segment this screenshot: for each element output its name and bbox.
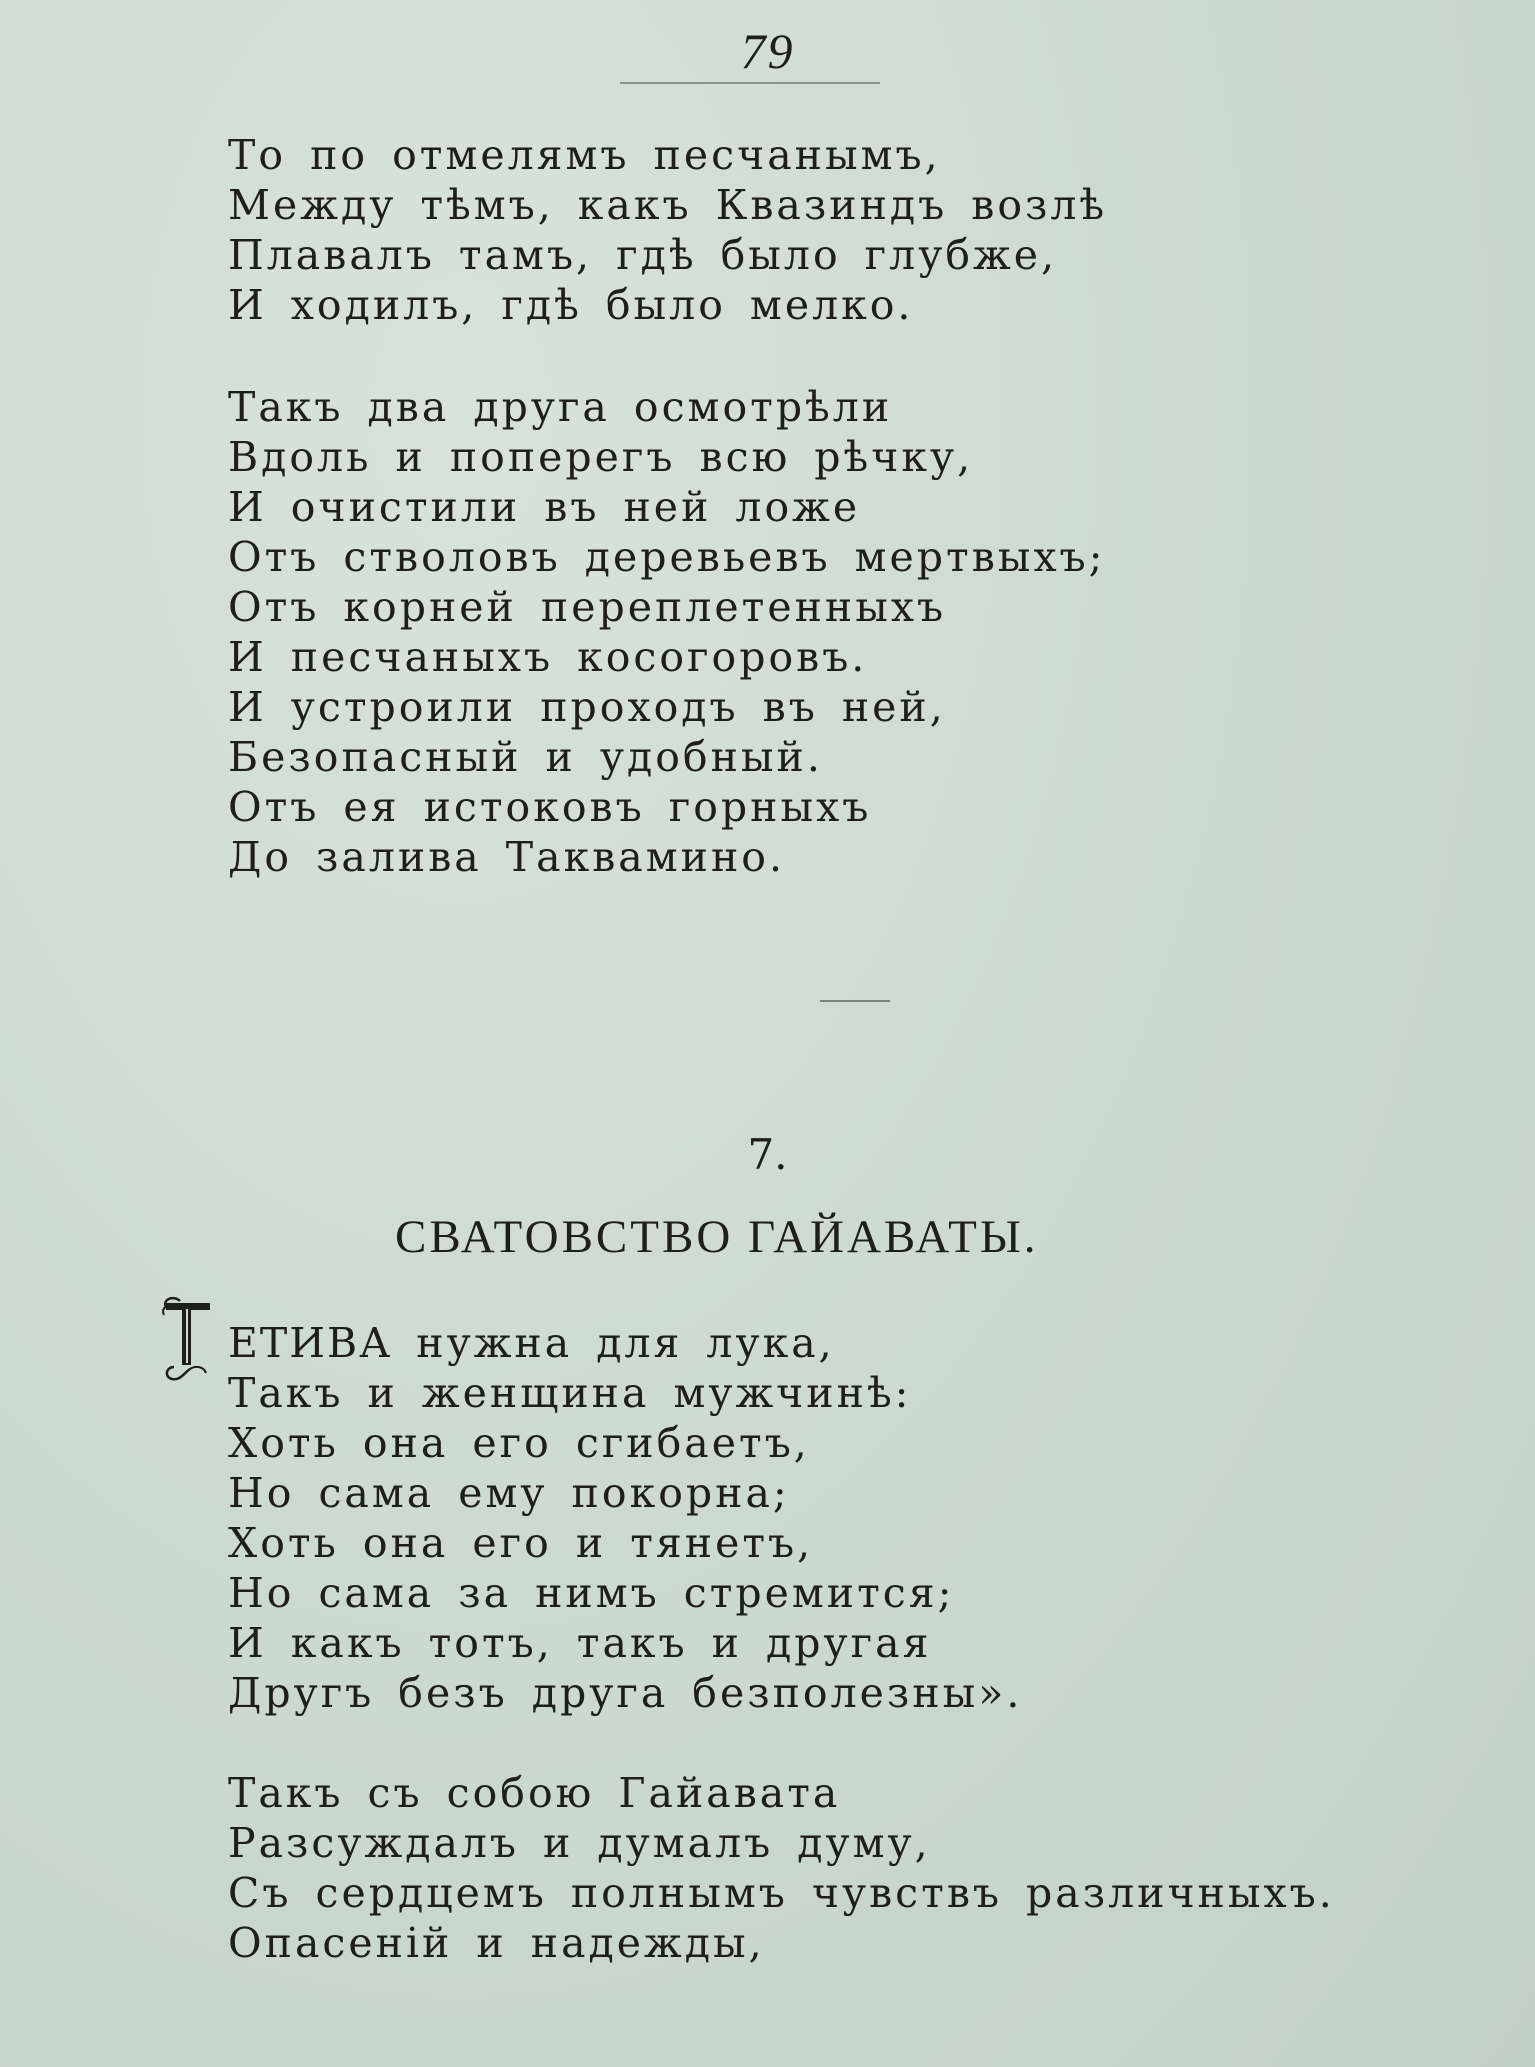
verse-line: И какъ тотъ, такъ и другая (228, 1619, 932, 1667)
verse-line: Другъ безъ друга безполезны». (228, 1669, 1023, 1717)
chapter-stanza (228, 1768, 1335, 1968)
chapter-stanza (228, 1368, 1022, 1718)
section-break-rule (820, 1000, 890, 1002)
verse-line: Но сама за нимъ стремится; (228, 1569, 955, 1617)
chapter-title: СВАТОВСТВО ГАЙАВАТЫ. (395, 1211, 1039, 1263)
verse-line: Плавалъ тамъ, гдѣ было глубже, (228, 231, 1058, 279)
verse-line: Разсуждалъ и думалъ думу, (228, 1819, 931, 1867)
verse-line: Отъ стволовъ деревьевъ мертвыхъ; (228, 533, 1106, 581)
drop-cap-ornament (160, 1293, 212, 1385)
verse-line: Вдоль и поперегъ всю рѣчку, (228, 433, 974, 481)
verse-line: И устроили проходъ въ ней, (228, 683, 946, 731)
verse-line: Хоть она его сгибаетъ, (228, 1419, 810, 1467)
verse-line-first (228, 1318, 835, 1368)
verse-line: Такъ съ собою Гайавата (228, 1769, 841, 1817)
verse-line: Хоть она его и тянетъ, (228, 1519, 814, 1567)
verse-line: И ходилъ, гдѣ было мелко. (228, 281, 914, 329)
verse-line: Съ сердцемъ полнымъ чувствъ различныхъ. (228, 1869, 1335, 1917)
page-number-rule (620, 82, 880, 84)
chapter-number: 7. (747, 1130, 788, 1179)
verse-line: До залива Таквамино. (228, 833, 785, 881)
stanza (228, 130, 1107, 330)
verse-line: Безопасный и удобный. (228, 733, 823, 781)
page-number: 79 (740, 23, 795, 79)
verse-line: Отъ ея истоковъ горныхъ (228, 783, 872, 831)
first-line-rest: нужна для лука, (392, 1319, 835, 1367)
verse-line: Опасеній и надежды, (228, 1919, 765, 1967)
verse-line: Такъ и женщина мужчинѣ: (228, 1369, 912, 1417)
first-line-caps: ЕТИВА (228, 1319, 393, 1367)
verse-line: То по отмелямъ песчанымъ, (228, 131, 941, 179)
verse-line: Такъ два друга осмотрѣли (228, 383, 893, 431)
verse-line: Отъ корней переплетенныхъ (228, 583, 947, 631)
drop-cap (160, 1293, 212, 1385)
stanza (228, 382, 1105, 882)
verse-line: И песчаныхъ косогоровъ. (228, 633, 868, 681)
verse-line: И очистили въ ней ложе (228, 483, 861, 531)
chapter-stanza (228, 1318, 835, 1368)
verse-line: Между тѣмъ, какъ Квазиндъ возлѣ (228, 181, 1108, 229)
verse-line: Но сама ему покорна; (228, 1469, 790, 1517)
